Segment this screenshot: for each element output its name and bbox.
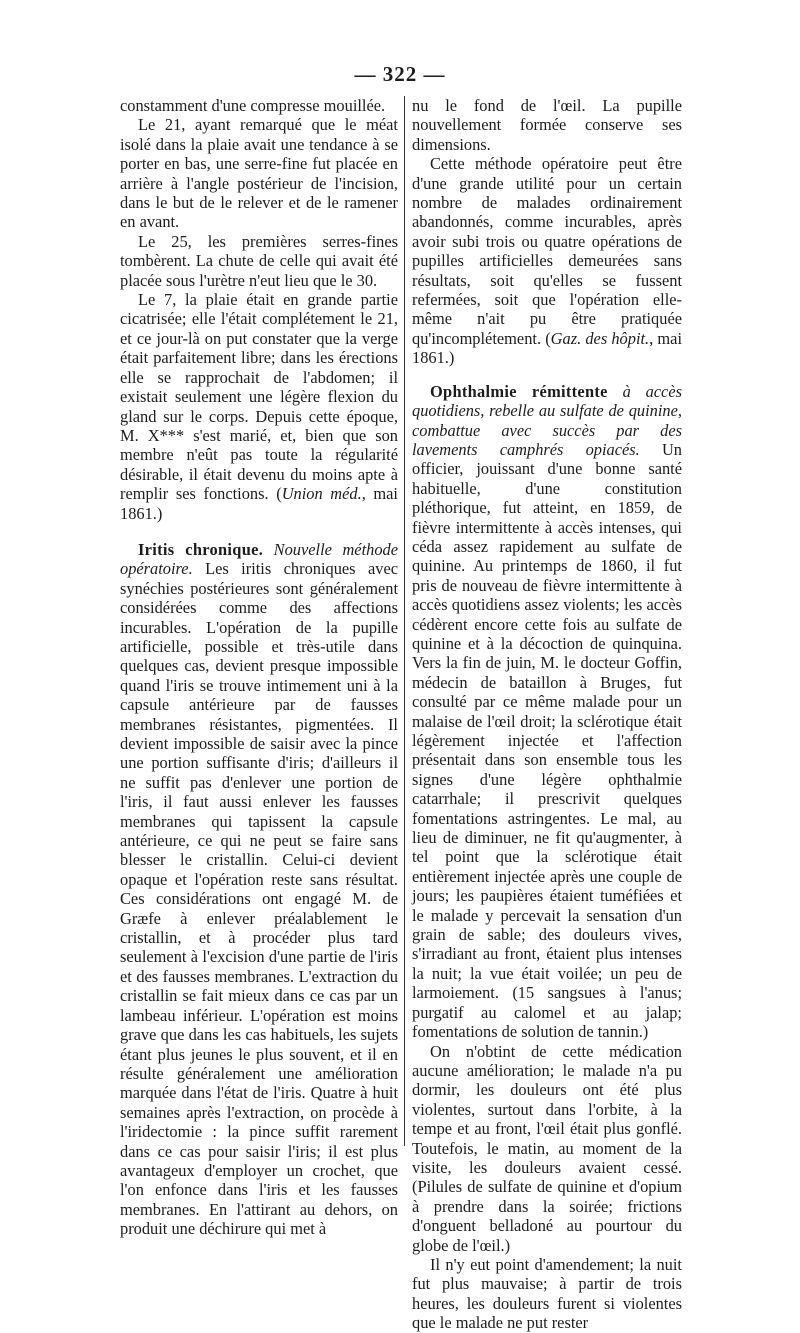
right-column bbox=[412, 96, 682, 1333]
section-text: Les iritis chroniques avec synéchies postérieures sont généralement considérées comme des affections incurables. L'opération de la pupille artificielle, possible et très-utile dans quelques cas, devient presque impossible quand l'iris se trouve intimement uni à la capsule antérieure par de fausses membranes résistantes, pigmentées. Il devient impossible de saisir avec la pince une portion suffisante d'iris; d'ailleurs il ne suffit pas d'enlever une portion de l'iris, il faut aussi enlever les fausses membranes qui tapissent la capsule antérieure, ce qui ne peut se faire sans blesser le cristallin. Celui-ci devient opaque et l'opération reste sans résultat. Ces considérations ont engagé M. de Græfe à enlever préalablement le cristallin, et à procéder plus tard seulement à l'excision d'une partie de l'iris et des fausses membranes. L'extraction du cristallin se fait mieux dans ce cas par un lambeau inférieur. L'opération est moins grave que dans les cas habituels, les sujets étant plus jeunes le plus souvent, et il en résulte généralement une amélioration marquée dans l'état de l'iris. Quatre à huit semaines après l'extraction, on procède à l'iridectomie : la pince suffit rarement dans ce cas pour saisir l'iris; il est plus avantageux d'employer un crochet, que l'on enfonce dans l'iris et les fausses membranes. En l'attirant au dehors, on produit une déchirure qui met à bbox=[120, 559, 398, 1239]
section-iritis bbox=[120, 540, 398, 1239]
section-ophthalmie bbox=[412, 382, 682, 1042]
paragraph-text: Cette méthode opératoire peut être d'une grande utilité pour un certain nombre de malades ordinairement abandonnés, comme incurables, après avoir subi trois ou quatre opérations de pupilles artificielles demeurées sans résultats, soit qu'elles se fussent refermées, soit que l'opération elle-même n'ait pu être pratiquée qu'incomplétement. ( bbox=[412, 154, 682, 348]
citation-date: , mai 1861.) bbox=[120, 484, 398, 523]
paragraph-continuation: nu le fond de l'œil. La pupille nouvellement formée conserve ses dimensions. bbox=[412, 96, 682, 154]
paragraph-continuation: constamment d'une compresse mouillée. bbox=[120, 96, 386, 115]
column-divider bbox=[404, 96, 405, 1146]
citation-source: Gaz. des hôpit. bbox=[550, 328, 650, 348]
citation-date: , mai 1861.) bbox=[412, 328, 682, 368]
section-subtitle: à accès quotidiens, rebelle au sulfate de quinine, combattue avec succès par des lavements camphrés opiacés. bbox=[412, 381, 682, 459]
paragraph: Le 25, les premières serres-fines tombèrent. La chute de celle qui avait été placée sous l'urètre n'eut lieu que le 30. bbox=[120, 231, 398, 290]
paragraph bbox=[120, 290, 398, 523]
section-text: Un officier, jouissant d'une bonne santé habituelle, d'une constitution pléthorique, fut atteint, en 1859, de fièvre intermittente à accès intenses, qui céda assez rapidement au sulfate de quinine. Au printemps de 1860, il fut pris de nouveau de fièvre intermittente à accès quotidiens assez violents; les accès cédèrent encore cette fois au sulfate de quinine et à la décoction de quinquina. Vers la fin de juin, M. le docteur Goffin, médecin de bataillon à Bruges, fut consulté par ce même malade pour un malaise de l'œil droit; la sclérotique était légèrement injectée et l'affection présentait dans son ensemble tous les signes d'une légère ophthalmie catarrhale; il prescrivit quelques fomentations astringentes. Le mal, au lieu de diminuer, ne fit qu'augmenter, à tel point que la sclérotique était entièrement injectée après une couple de jours; les paupières étaient tuméfiées et le malade y percevait la sensation d'un grain de sable; des douleurs vives, s'irradiant au front, étaient plus intenses la nuit; la vue était voilée; un peu de larmoiement. (15 sangsues à l'anus; purgatif au calomel et au jalap; fomentations de solution de tannin.) bbox=[412, 439, 682, 1042]
page-number: — 322 — bbox=[354, 62, 446, 86]
citation-source: Union méd. bbox=[281, 484, 362, 504]
paragraph: Le 21, ayant remarqué que le méat isolé dans la plaie avait une tendance à se porter en bas, une serre-fine fut placée en arrière à l'angle postérieur de l'incision, dans le but de le relever et de le ramener en avant. bbox=[120, 115, 398, 232]
paragraph-text: Le 7, la plaie était en grande partie cicatrisée; elle l'était complétement le 21, et ce jour-là on put constater que la verge était parfaitement libre; dans les érections elle se rapprochait de l'abdomen; il existait seulement une légère flexion du gland sur le corps. Depuis cette époque, M. X*** s'est marié, et, bien que son membre n'eût pas toute la régularité désirable, il était devenu du moins apte à remplir ses fonctions. ( bbox=[120, 290, 398, 504]
paragraph: On n'obtint de cette médication aucune amélioration; le malade n'a pu dormir, les douleurs ont été plus violentes, surtout dans l'orbite, à la tempe et au front, l'œil était plus gonflé. Toutefois, le matin, au moment de la visite, les douleurs avaient cessé. (Pilules de sulfate de quinine et d'opium à prendre dans la soirée; frictions d'onguent belladoné au pourtour du globe de l'œil.) bbox=[412, 1041, 682, 1255]
paragraph: Il n'y eut point d'amendement; la nuit fut plus mauvaise; à partir de trois heures, les douleurs furent si violentes que le malade ne put rester bbox=[412, 1254, 682, 1333]
left-column bbox=[120, 96, 398, 1239]
paragraph bbox=[412, 154, 682, 367]
section-subtitle: Nouvelle méthode opératoire. bbox=[120, 539, 398, 579]
section-heading: Ophthalmie rémittente bbox=[430, 381, 608, 401]
section-heading: Iritis chronique. bbox=[138, 539, 264, 559]
